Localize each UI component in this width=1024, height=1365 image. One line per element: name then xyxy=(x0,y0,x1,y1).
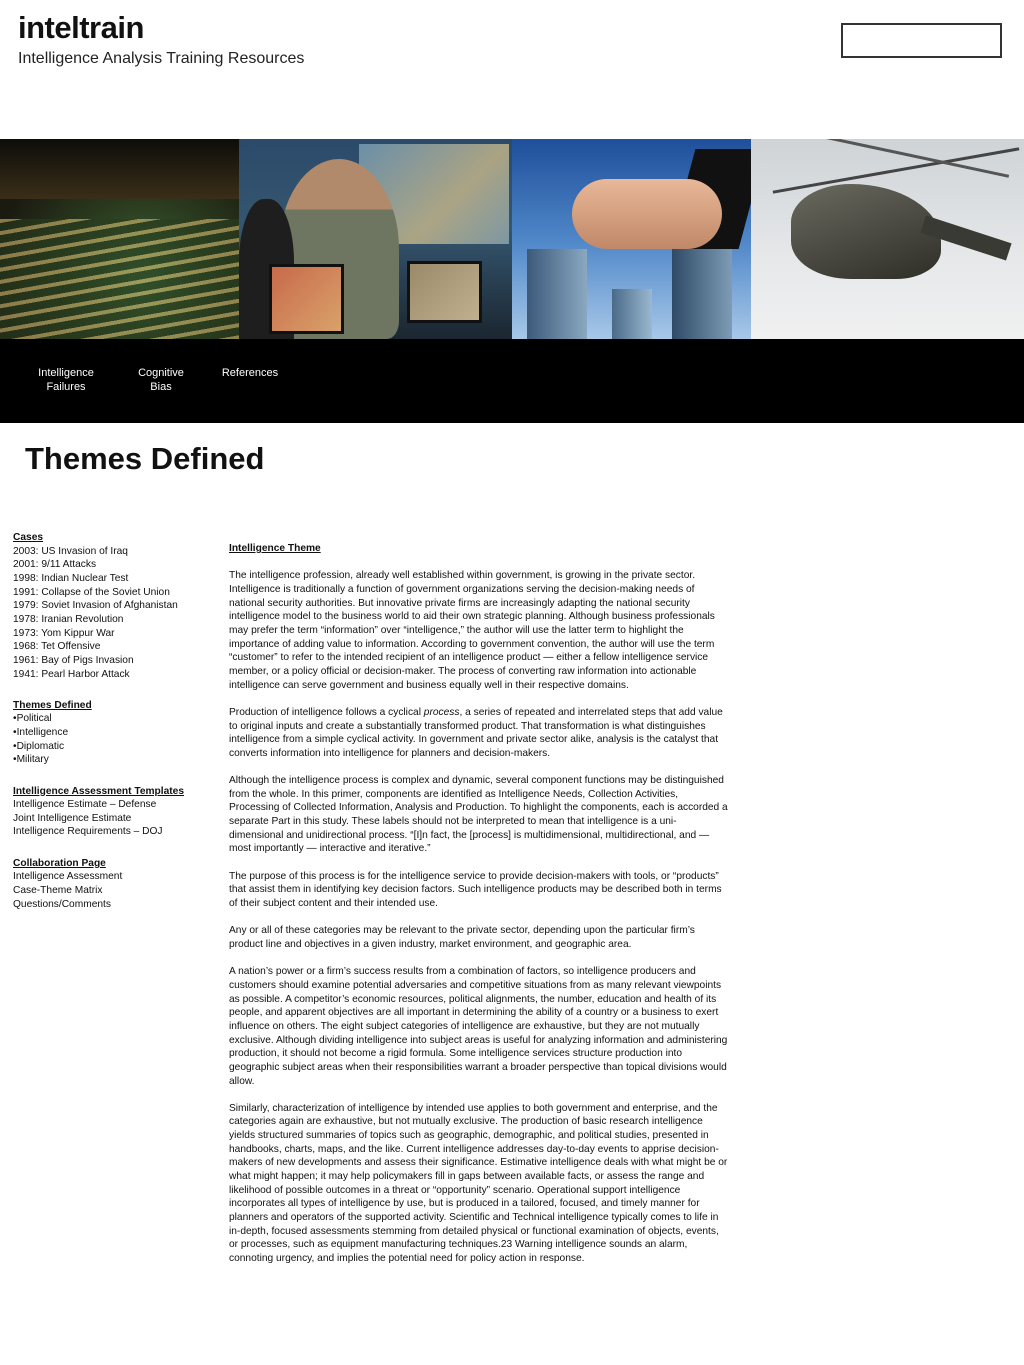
sidebar-link-case[interactable]: 1941: Pearl Harbor Attack xyxy=(13,668,130,680)
sidebar-link-theme[interactable]: •Military xyxy=(13,754,49,766)
article-paragraph: The intelligence profession, already well established within government, is growing in the private sector. Intelligence is traditionally a function of government organizations serving the decision-making needs of national security authorities. But innovative private firms are increasingly adapting the national security intelligence model to the business world to aid their own strategic planning. Although business professionals may prefer the term “information” over “intelligence,” the author will use the latter term to highlight the importance of adding value to information. According to government convention, the author will use the term “customer” to refer to the intended recipient of an intelligence product — either a fellow intelligence service member, or a policy official or decision-maker. The process of converting raw information into actionable intelligence can serve government and business equally well in their respective domains. xyxy=(229,570,715,691)
article-paragraph: Similarly, characterization of intelligence by intended use applies to both government and enterprise, and the categories again are exhaustive, but not mutually exclusive. The production of basic research intelligence yields structured summaries of topics such as geographic, demographic, and political studies, presented in handbooks, charts, maps, and the like. Current intelligence addresses day-to-day events to apprise decision-makers of new developments and assess their significance. Estimative intelligence deals with what might be or what might happen; it may help policymakers fill in gaps between available facts, or assess the range and likelihood of possible outcomes in a threat or “opportunity” scenario. Operational support intelligence incorporates all types of intelligence by use, but is produced in a tailored, focused, and timely manner for planners and operators of the supported activity. Scientific and Technical intelligence typically comes to life in in-depth, focused assessments stemming from detailed physical or functional examination of objects, events, or processes, such as equipment manufacturing techniques.23 Warning intelligence sounds an alarm, connoting urgency, and implies the potential need for policy action in response. xyxy=(229,1102,728,1265)
sidebar-link-case[interactable]: 2001: 9/11 Attacks xyxy=(13,559,97,571)
paragraph-emphasis: process xyxy=(423,706,460,718)
sidebar-link-collaboration[interactable]: Intelligence Assessment xyxy=(13,871,123,883)
article-paragraph: A nation’s power or a firm’s success results from a combination of factors, so intelligence producers and customers should examine potential adversaries and competitive situations from as many relevant viewpoints as possible. A competitor’s economic resources, political alignments, the number, education and health of its people, and apparent objectives are all important in determining the ability of a country or a business to exert influence on others. The eight subject categories of intelligence are exhaustive, but they are not mutually exclusive. Although dividing intelligence into subject areas is useful for analyzing information and administering production, it should not become a rigid formula. Some intelligence services structure production into geographic subject areas when their responsibilities warrant a broader perspective than topical divisions would allow. xyxy=(229,966,728,1087)
article-heading: Intelligence Theme xyxy=(229,543,321,554)
page-title: Themes Defined xyxy=(25,441,265,476)
nav-label-line1: Cognitive xyxy=(138,367,184,379)
business-handshake-photo xyxy=(512,139,751,339)
sidebar-link-case[interactable]: 1973: Yom Kippur War xyxy=(13,627,115,639)
sidebar-link-theme[interactable]: •Intelligence xyxy=(13,727,69,739)
sidebar-link-template[interactable]: Intelligence Requirements – DOJ xyxy=(13,826,163,838)
article-paragraph: Any or all of these categories may be relevant to the private sector, depending upon the particular firm’s product line and objectives in a given industry, market environment, and geographic area. xyxy=(229,925,695,950)
sidebar-link-case[interactable]: 1961: Bay of Pigs Invasion xyxy=(13,654,134,666)
sidebar-link-theme[interactable]: •Diplomatic xyxy=(13,740,65,752)
sidebar-link-theme[interactable]: •Political xyxy=(13,713,52,725)
nav-label-line2: Failures xyxy=(46,381,86,393)
nav-item-references[interactable] xyxy=(215,366,285,380)
helicopter-photo xyxy=(751,139,1024,339)
sidebar-link-template[interactable]: Intelligence Estimate – Defense xyxy=(13,799,157,811)
sidebar-link-collaboration[interactable]: Case-Theme Matrix xyxy=(13,884,103,896)
banner xyxy=(0,139,1024,339)
nav-label-line2: Bias xyxy=(150,381,172,393)
article-paragraph xyxy=(229,706,729,761)
paragraph-text: Production of intelligence follows a cyclical xyxy=(229,706,424,718)
search-input[interactable] xyxy=(841,23,1002,58)
nav-label-line1: References xyxy=(221,367,279,379)
article-paragraph: Although the intelligence process is complex and dynamic, several component functions may be distinguished from the whole. In this primer, components are identified as Intelligence Needs, Collection Activities, Processing of Collected Information, Analysis and Production. To highlight the components, each is accorded a separate Part in this study. These labels should not be interpreted to mean that intelligence is a uni-dimensional and unidirectional process. “[I]n fact, the [process] is multidimensional, multidirectional, and — most importantly — interactive and iterative.” xyxy=(229,775,728,855)
article-paragraph: The purpose of this process is for the intelligence service to provide decision-makers with tools, or “products” that assist them in identifying key decision factors. Such intelligence products may be described both in terms of their subject content and their intended use. xyxy=(229,870,722,909)
military-operations-photo xyxy=(239,139,512,339)
sidebar-link-case[interactable]: 1998: Indian Nuclear Test xyxy=(13,572,129,584)
sidebar-link-case[interactable]: 1979: Soviet Invasion of Afghanistan xyxy=(13,600,178,612)
site-tagline: Intelligence Analysis Training Resources xyxy=(18,50,305,67)
un-assembly-photo xyxy=(0,139,239,339)
nav-label-line1: Intelligence xyxy=(38,367,94,379)
sidebar-heading-themes[interactable]: Themes Defined xyxy=(13,699,92,711)
sidebar-link-case[interactable]: 1978: Iranian Revolution xyxy=(13,613,124,625)
nav-item-intelligence-failures[interactable] xyxy=(26,366,106,394)
sidebar-link-case[interactable]: 1968: Tet Offensive xyxy=(13,641,101,653)
sidebar-link-collaboration[interactable]: Questions/Comments xyxy=(13,898,111,910)
sidebar-heading-collaboration[interactable]: Collaboration Page xyxy=(13,857,106,869)
sidebar-heading-templates[interactable]: Intelligence Assessment Templates xyxy=(13,785,184,797)
sidebar-link-template[interactable]: Joint Intelligence Estimate xyxy=(13,812,132,824)
nav-item-cognitive-bias[interactable] xyxy=(126,366,196,394)
site-title[interactable]: inteltrain xyxy=(18,10,144,45)
article xyxy=(229,542,729,1279)
sidebar-heading-cases[interactable]: Cases xyxy=(13,532,44,543)
sidebar xyxy=(13,531,213,911)
paragraph-text: , a series of repeated and interrelated steps that add value to original inputs and create a substantially transformed product. That transformation is what distinguishes intelligence from a simple cyclical activity. In government and private sector alike, analysis is the catalyst that converts information into intelligence for planners and decision-makers. xyxy=(229,706,723,759)
sidebar-link-case[interactable]: 2003: US Invasion of Iraq xyxy=(13,545,128,557)
sidebar-link-case[interactable]: 1991: Collapse of the Soviet Union xyxy=(13,586,170,598)
nav-bar xyxy=(0,339,1024,423)
